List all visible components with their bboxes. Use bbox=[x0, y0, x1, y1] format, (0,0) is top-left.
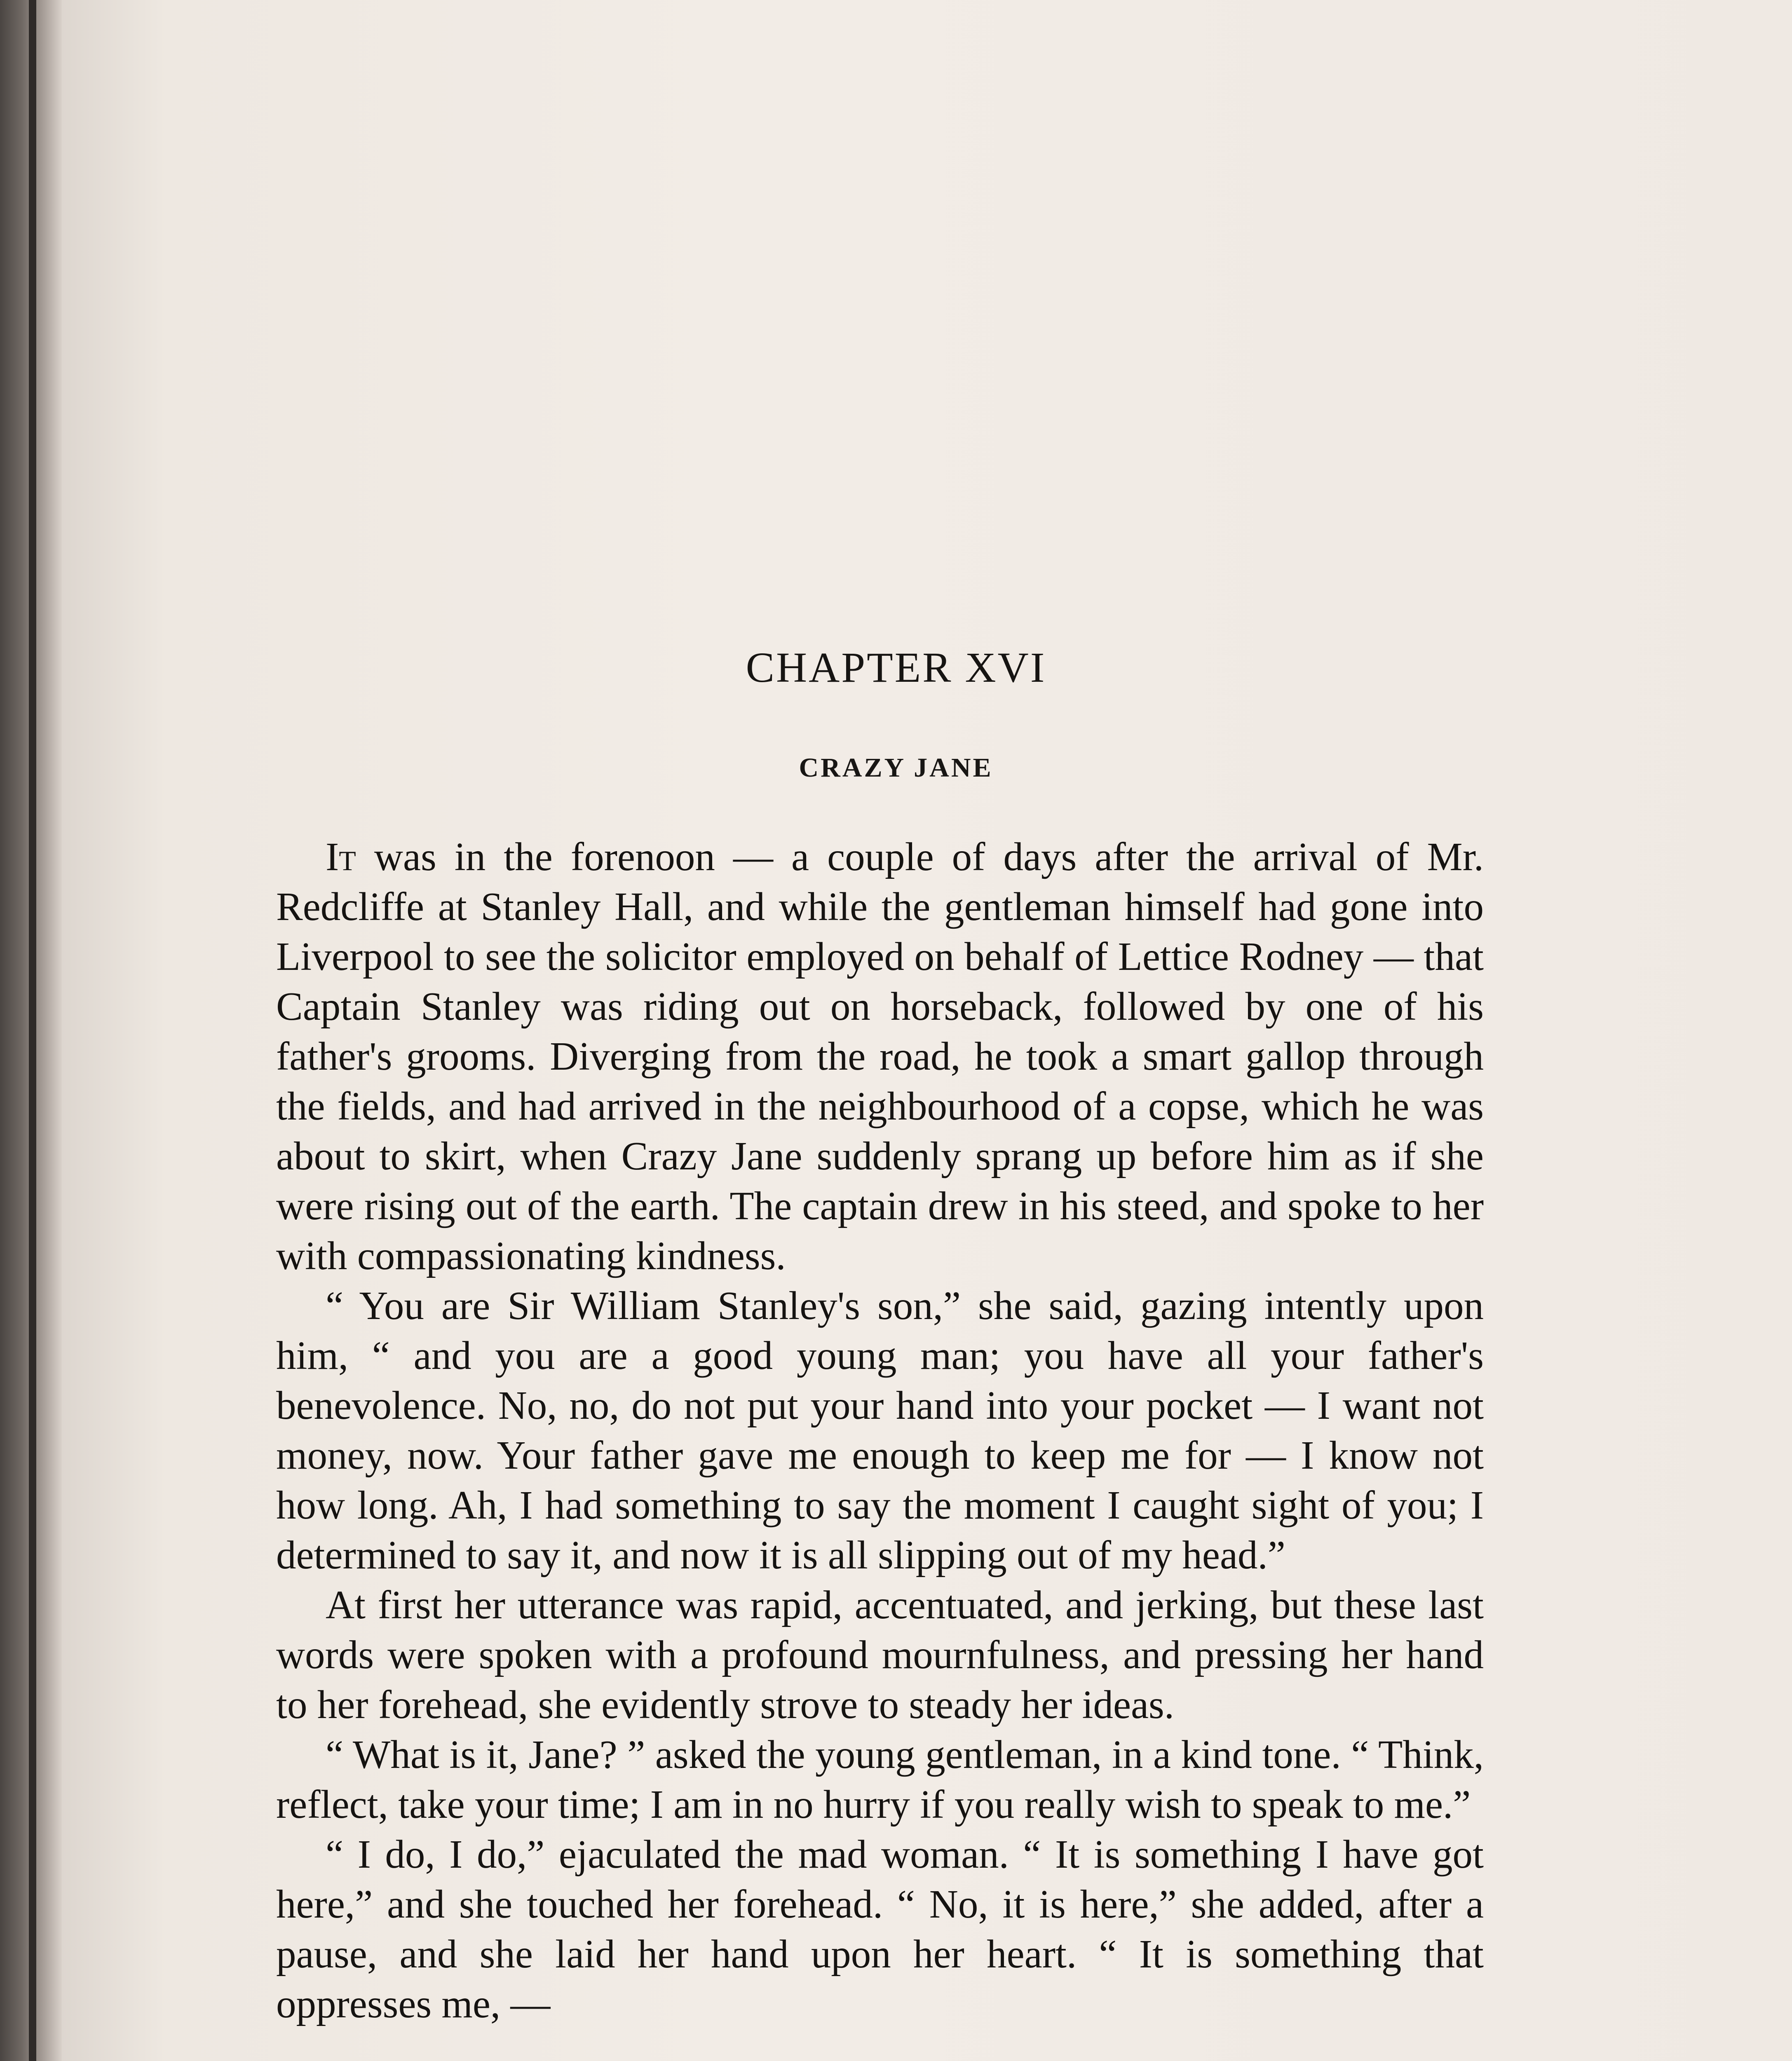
paragraph-1 bbox=[276, 832, 1484, 1281]
chapter-subtitle: CRAZY JANE bbox=[799, 753, 993, 783]
paragraph-5: “ I do, I do,” ejaculated the mad woman. “ It is something I have got here,” and she touched her forehead. “ No, it is here,” she added, after a pause, and she laid her hand upon her heart. “ It is something that oppresses me, — bbox=[276, 1832, 1484, 2026]
paragraph-3: At first her utterance was rapid, accentuated, and jerking, but these last words were spoken with a profound mournfulness, and pressing her hand to her forehead, she evidently strove to steady her ideas. bbox=[276, 1583, 1484, 1727]
chapter-title: CHAPTER XVI bbox=[746, 644, 1046, 691]
paragraph-4: “ What is it, Jane? ” asked the young gentleman, in a kind tone. “ Think, reflect, take your time; I am in no hurry if you really wish to speak to me.” bbox=[276, 1732, 1484, 1826]
paragraph-2: “ You are Sir William Stanley's son,” she said, gazing intently upon him, “ and you are a good young man; you have all your father's benevolence. No, no, do not put your hand into your pocket — I want not money, now. Your father gave me enough to keep me for — I know not how long. Ah, I had something to say the moment I caught sight of you; I determined to say it, and now it is all slipping out of my head.” bbox=[276, 1284, 1484, 1577]
paragraph-lead-word: It bbox=[326, 835, 356, 879]
binding-edge bbox=[29, 0, 36, 2061]
chapter-body bbox=[276, 832, 1484, 2029]
paragraph-text: was in the forenoon — a couple of days after the arrival of Mr. Redcliffe at Stanley Hall, and while the gentleman himself had gone into Liverpool to see the solicitor employed on behalf of Lettice Rodney — that Captain Stanley was riding out on horseback, followed by one of his father's grooms. Diverging from the road, he took a smart gallop through the fields, and had arrived in the neighbourhood of a copse, which he was about to skirt, when Crazy Jane suddenly sprang up before him as if she were rising out of the earth. The captain drew in his steed, and spoke to her with compassionating kindness. bbox=[276, 835, 1484, 1278]
